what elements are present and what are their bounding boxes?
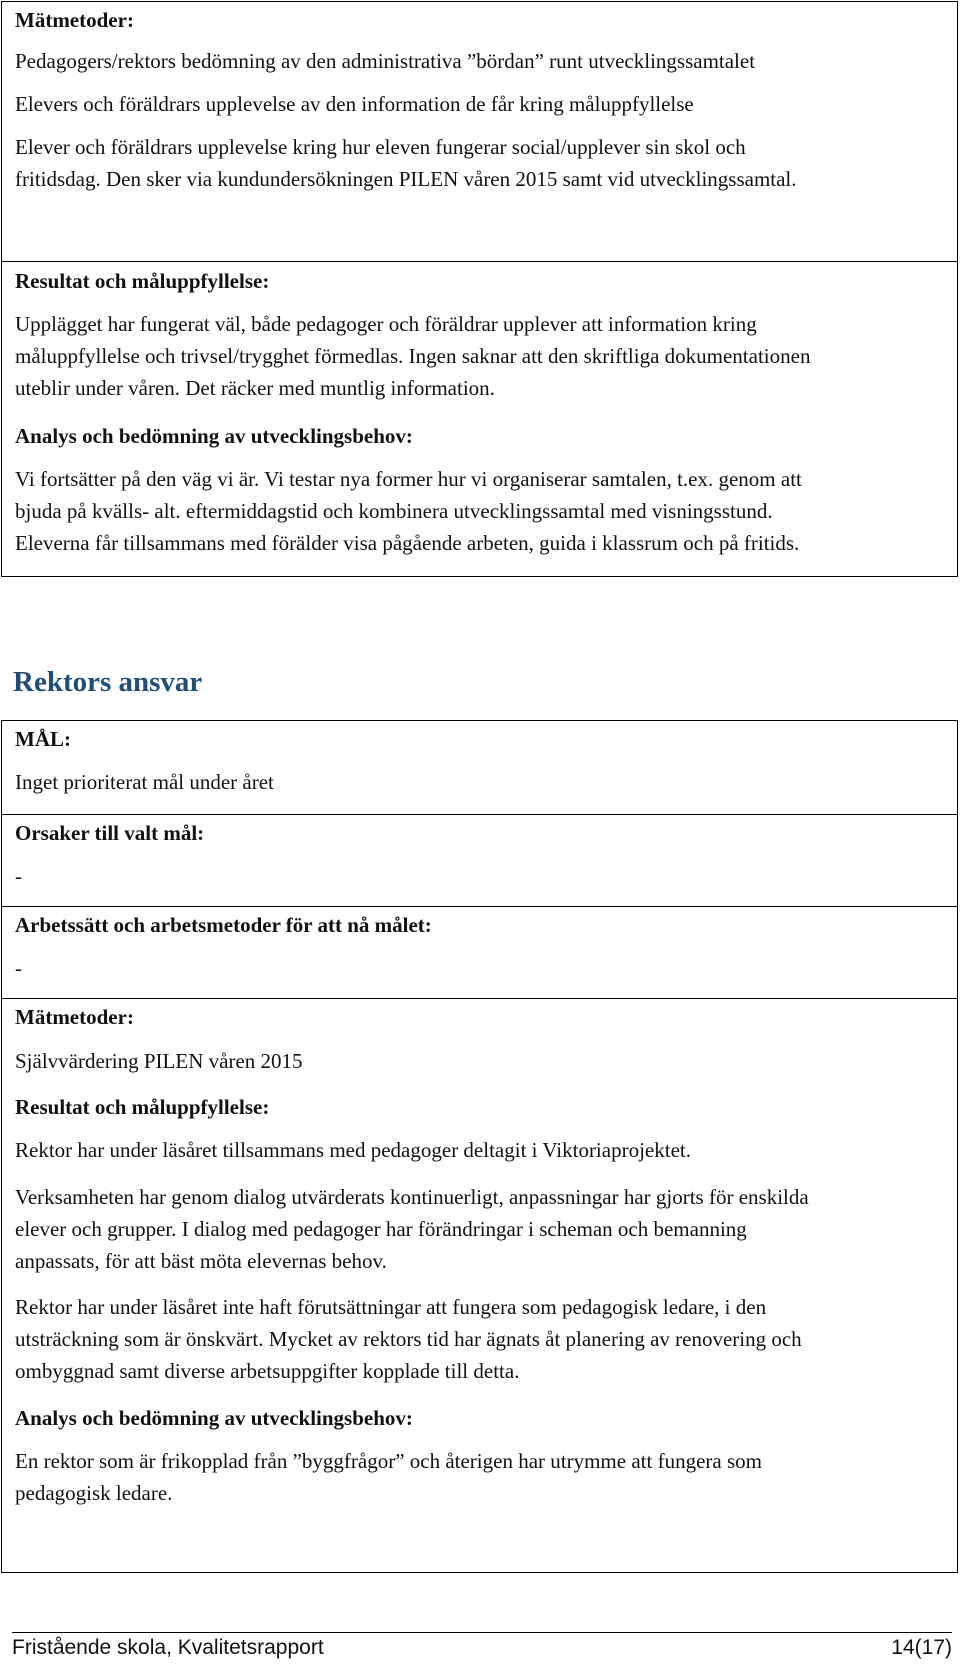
resultat-line-3: uteblir under våren. Det räcker med muntlig information. xyxy=(15,376,495,400)
section-title: Rektors ansvar xyxy=(13,666,203,698)
row-divider xyxy=(2,906,957,907)
matmetoder-text: Självvärdering PILEN våren 2015 xyxy=(15,1049,303,1073)
analys-heading: Analys och bedömning av utvecklingsbehov: xyxy=(15,424,413,448)
arbetssatt-heading: Arbetssätt och arbetsmetoder för att nå målet: xyxy=(15,913,432,937)
resultat-line-2: måluppfyllelse och trivsel/trygghet förmedlas. Ingen saknar att den skriftliga dokumentationen xyxy=(15,344,811,368)
resultat-paragraph-1: Rektor har under läsåret tillsammans med pedagoger deltagit i Viktoriaprojektet. xyxy=(15,1138,691,1162)
resultat-p2-line-3: anpassats, för att bäst möta elevernas behov. xyxy=(15,1249,387,1273)
matmetoder-line-3: Elever och föräldrars upplevelse kring hur eleven fungerar social/upplever sin skol och xyxy=(15,135,746,159)
arbetssatt-text: - xyxy=(15,956,22,980)
analys-line-1: En rektor som är frikopplad från ”byggfrågor” och återigen har utrymme att fungera som xyxy=(15,1449,762,1473)
row-divider xyxy=(2,261,957,262)
analys-line-3: Eleverna får tillsammans med förälder visa pågående arbeten, guida i klassrum och på fritids. xyxy=(15,531,800,555)
resultat-p3-line-2: utsträckning som är önskvärt. Mycket av rektors tid har ägnats åt planering av renovering och xyxy=(15,1327,802,1351)
orsaker-heading: Orsaker till valt mål: xyxy=(15,821,205,845)
resultat-line-1: Upplägget har fungerat väl, både pedagoger och föräldrar upplever att information kring xyxy=(15,312,757,336)
mal-heading: MÅL: xyxy=(15,727,71,751)
resultat-p3-line-3: ombyggnad samt diverse arbetsuppgifter kopplade till detta. xyxy=(15,1359,520,1383)
analys-line-2: pedagogisk ledare. xyxy=(15,1481,173,1505)
row-divider xyxy=(2,814,957,815)
resultat-p2-line-2: elever och grupper. I dialog med pedagoger har förändringar i scheman och bemanning xyxy=(15,1217,747,1241)
orsaker-text: - xyxy=(15,864,22,888)
matmetoder-line-1: Pedagogers/rektors bedömning av den administrativa ”bördan” runt utvecklingssamtalet xyxy=(15,49,756,73)
row-divider xyxy=(2,998,957,999)
page-number: 14(17) xyxy=(891,1636,952,1659)
resultat-heading: Resultat och måluppfyllelse: xyxy=(15,269,270,293)
resultat-heading: Resultat och måluppfyllelse: xyxy=(15,1095,270,1119)
mal-text: Inget prioriterat mål under året xyxy=(15,770,274,794)
resultat-p2-line-1: Verksamheten har genom dialog utvärderats kontinuerligt, anpassningar har gjorts för enskilda xyxy=(15,1185,809,1209)
resultat-p3-line-1: Rektor har under läsåret inte haft förutsättningar att fungera som pedagogisk ledare, i den xyxy=(15,1295,767,1319)
footer-divider xyxy=(12,1632,952,1633)
matmetoder-heading: Mätmetoder: xyxy=(15,1005,134,1029)
evaluation-box-rektors-ansvar xyxy=(1,720,958,1573)
analys-heading: Analys och bedömning av utvecklingsbehov: xyxy=(15,1406,413,1430)
matmetoder-line-4: fritidsdag. Den sker via kundundersökningen PILEN våren 2015 samt vid utvecklingssamtal. xyxy=(15,167,797,191)
analys-line-1: Vi fortsätter på den väg vi är. Vi testar nya former hur vi organiserar samtalen, t.ex. genom att xyxy=(15,467,802,491)
analys-line-2: bjuda på kvälls- alt. eftermiddagstid och kombinera utvecklingssamtal med visningsstund. xyxy=(15,499,773,523)
matmetoder-line-2: Elevers och föräldrars upplevelse av den information de får kring måluppfyllelse xyxy=(15,92,694,116)
matmetoder-heading: Mätmetoder: xyxy=(15,8,134,32)
footer-title: Fristående skola, Kvalitetsrapport xyxy=(12,1636,324,1659)
evaluation-box-utvecklingssamtal xyxy=(1,1,958,577)
